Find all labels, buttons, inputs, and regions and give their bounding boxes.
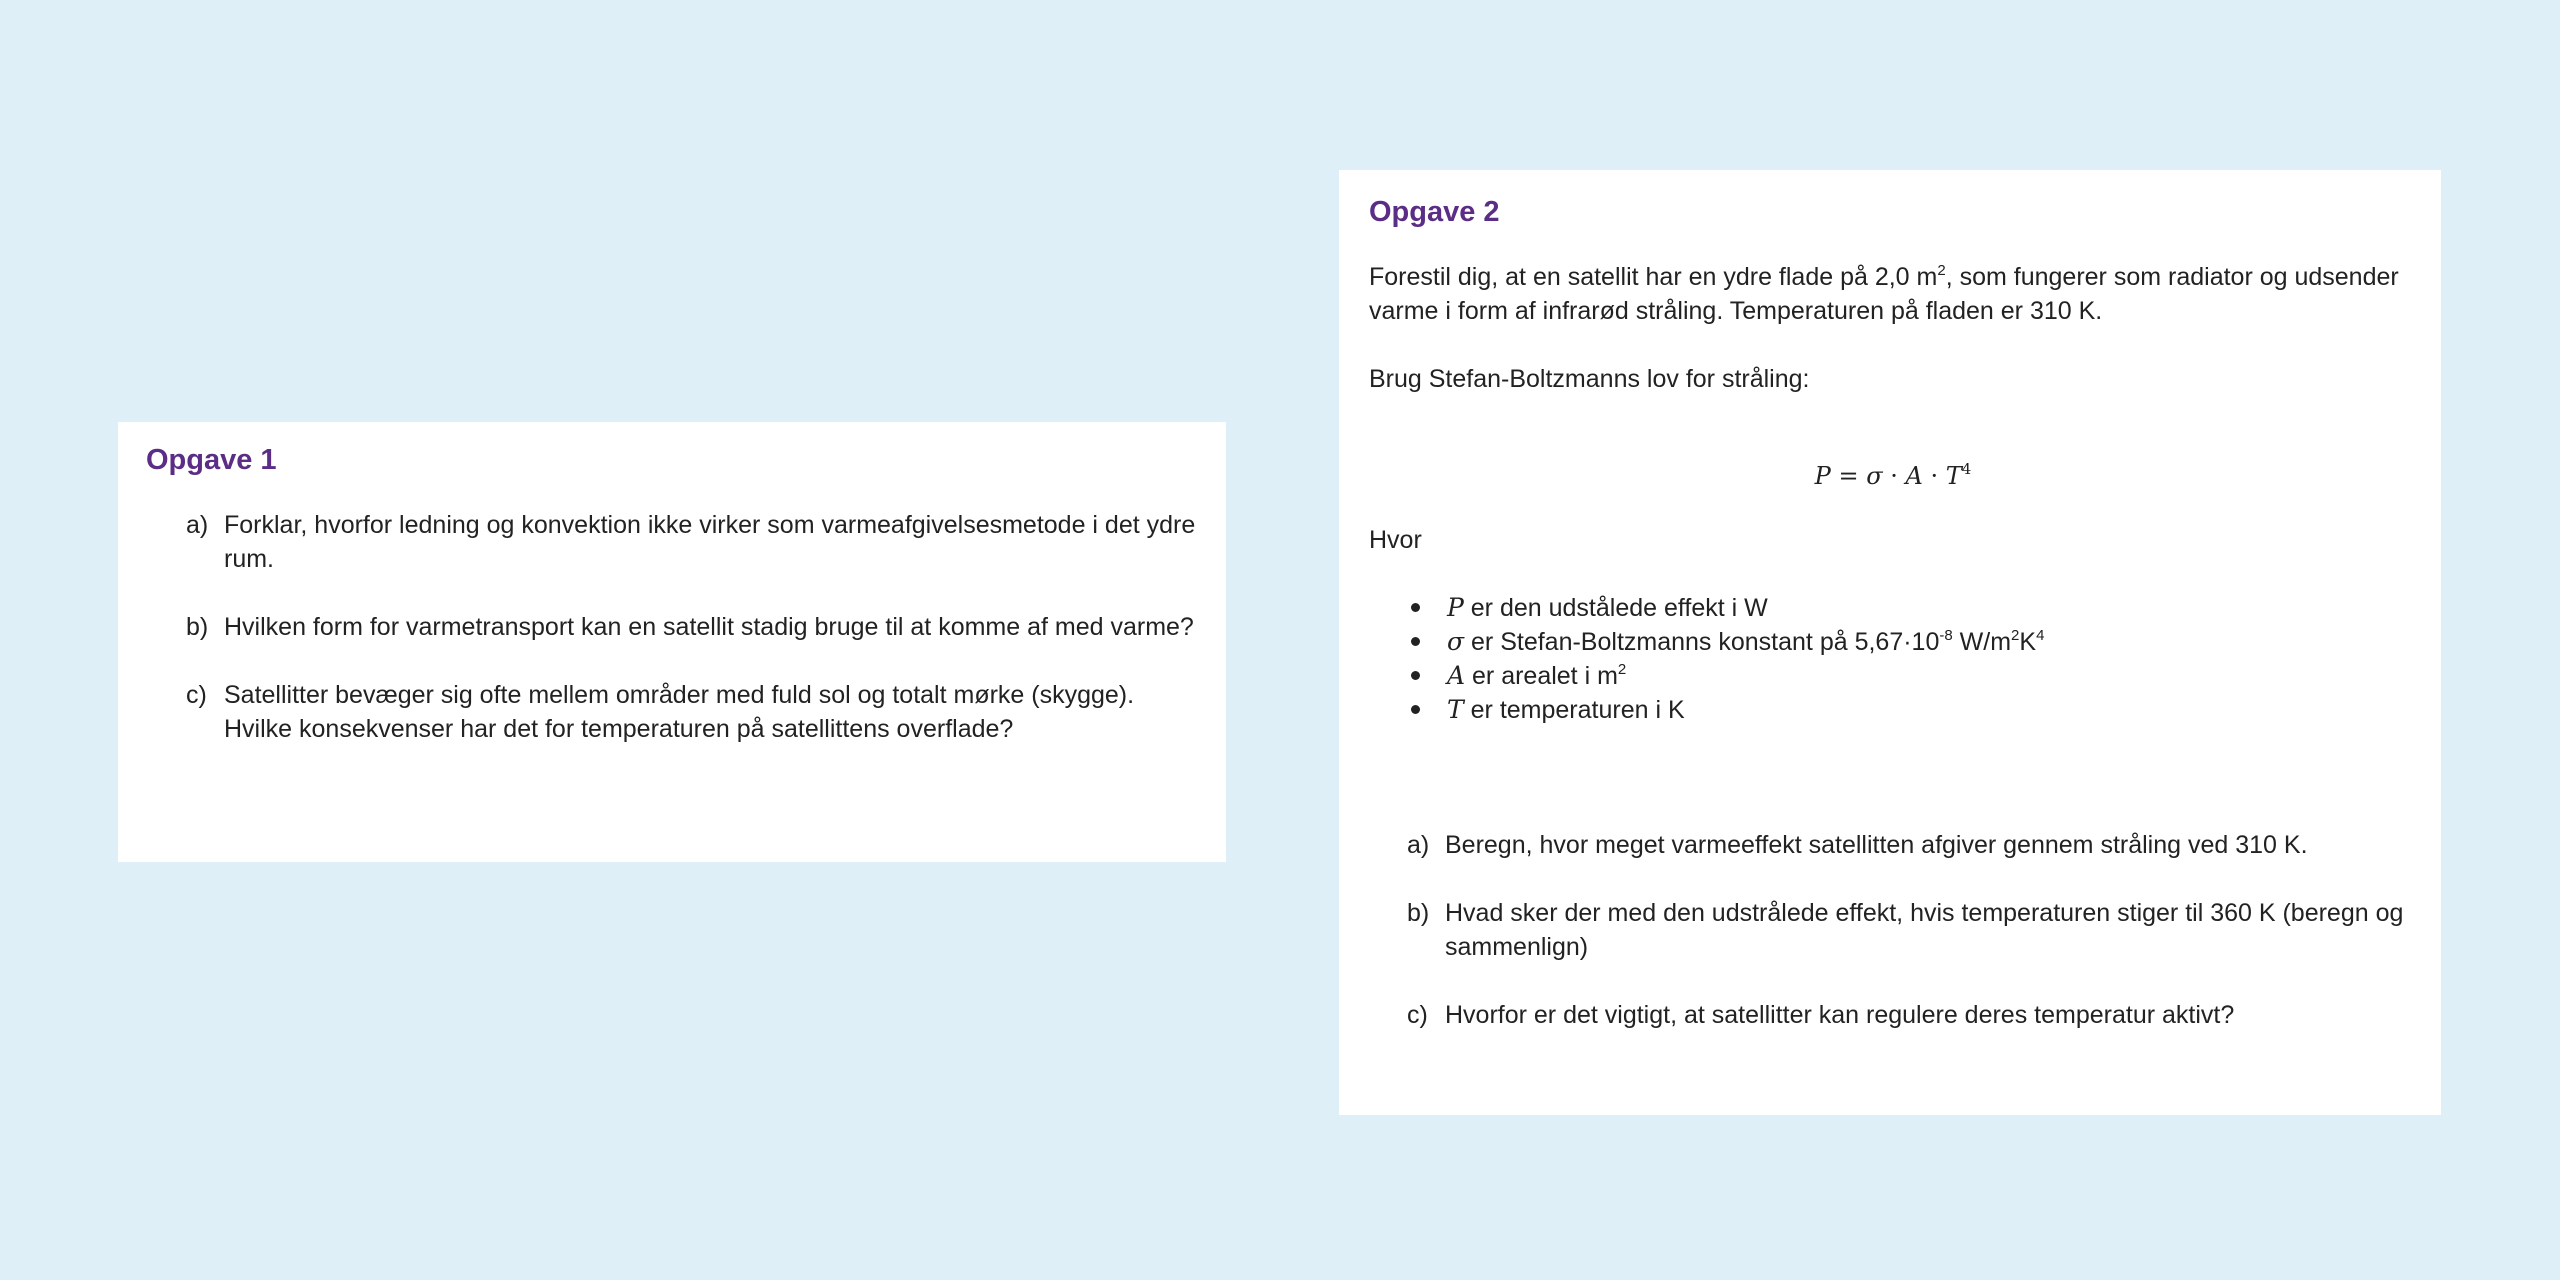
question-text: Hvorfor er det vigtigt, at satellitter kan regulere deres temperatur aktivt? bbox=[1445, 1001, 2235, 1029]
formula-equals: = bbox=[1838, 462, 1859, 490]
question-text: Forklar, hvorfor ledning og konvektion ikke virker som varmeafgivelsesmetode i det ydre rum. bbox=[224, 511, 1196, 573]
opgave-2-card bbox=[1339, 170, 2441, 1115]
question-label: c) bbox=[1407, 1001, 1428, 1029]
question-label: a) bbox=[1407, 831, 1430, 859]
question-text: Hvad sker der med den udstrålede effekt, hvis temperaturen stiger til 360 K (beregn og sammenlign) bbox=[1445, 899, 2404, 961]
opgave-2-title: Opgave 2 bbox=[1369, 196, 1500, 228]
question-text: Satellitter bevæger sig ofte mellem områder med fuld sol og totalt mørke (skygge). Hvilke konsekvenser har det for temperaturen på satellittens overflade? bbox=[224, 681, 1135, 743]
definition-unit: K bbox=[2019, 628, 2037, 656]
bullet-icon bbox=[1411, 637, 1420, 646]
opgave-1-questions bbox=[186, 508, 1198, 746]
opgave-1-card bbox=[118, 422, 1226, 862]
question-c bbox=[186, 678, 1198, 746]
question-label: c) bbox=[186, 681, 207, 709]
definition-unit: W/m bbox=[1952, 628, 2012, 656]
definition-superscript: 2 bbox=[1617, 660, 1627, 678]
question-label: b) bbox=[1407, 899, 1430, 927]
hvor-label: Hvor bbox=[1369, 526, 1422, 554]
definitions-list bbox=[1407, 591, 2411, 727]
formula-P: P bbox=[1814, 462, 1831, 490]
intro-superscript: 2 bbox=[1937, 261, 1946, 279]
question-a bbox=[186, 508, 1198, 576]
definition-symbol: T bbox=[1447, 695, 1464, 724]
definition-superscript: 4 bbox=[2036, 626, 2045, 644]
definition-symbol: P bbox=[1447, 593, 1464, 622]
definition-symbol: σ bbox=[1447, 627, 1465, 656]
definition-symbol: A bbox=[1447, 661, 1466, 690]
opgave-2-questions bbox=[1407, 828, 2411, 1032]
opgave-1-title: Opgave 1 bbox=[146, 444, 277, 476]
definition-sigma bbox=[1407, 625, 2411, 659]
question-a bbox=[1407, 828, 2411, 862]
definition-superscript: -8 bbox=[1939, 626, 1953, 644]
law-text: Brug Stefan-Boltzmanns lov for stråling: bbox=[1369, 365, 1810, 393]
formula-dot: · bbox=[1890, 462, 1898, 490]
definition-A bbox=[1407, 659, 2411, 693]
question-text: Hvilken form for varmetransport kan en satellit stadig bruge til at komme af med varme? bbox=[224, 613, 1194, 641]
definition-text: er arealet i m bbox=[1472, 662, 1618, 690]
intro-paragraph bbox=[1369, 260, 2411, 328]
formula-sigma: σ bbox=[1866, 462, 1883, 490]
formula-dot: · bbox=[1930, 462, 1939, 490]
definition-T bbox=[1407, 693, 2411, 727]
question-label: b) bbox=[186, 613, 209, 641]
definition-superscript: 2 bbox=[2011, 626, 2020, 644]
bullet-icon bbox=[1411, 603, 1420, 612]
stefan-boltzmann-formula bbox=[1369, 459, 2411, 493]
formula-T: T bbox=[1945, 462, 1962, 490]
question-b bbox=[186, 610, 1198, 644]
definition-text: er den udstålede effekt i W bbox=[1470, 594, 1768, 622]
question-c bbox=[1407, 998, 2411, 1032]
formula-exponent: 4 bbox=[1961, 460, 1972, 478]
definition-P bbox=[1407, 591, 2411, 625]
question-text: Beregn, hvor meget varmeeffekt satellitten afgiver gennem stråling ved 310 K. bbox=[1445, 831, 2308, 859]
bullet-icon bbox=[1411, 671, 1420, 680]
question-b bbox=[1407, 896, 2411, 964]
definition-text: er Stefan-Boltzmanns konstant på 5,67·10 bbox=[1471, 628, 1940, 656]
intro-text-rest: , som fungerer som radiator og udsender varme i form af infrarød stråling. Temperaturen på fladen er 310 K. bbox=[1369, 263, 2399, 325]
formula-A: A bbox=[1905, 462, 1923, 490]
intro-text: Forestil dig, at en satellit har en ydre flade på 2,0 m bbox=[1369, 263, 1938, 291]
question-label: a) bbox=[186, 511, 209, 539]
definition-text: er temperaturen i K bbox=[1470, 696, 1685, 724]
bullet-icon bbox=[1411, 705, 1420, 714]
